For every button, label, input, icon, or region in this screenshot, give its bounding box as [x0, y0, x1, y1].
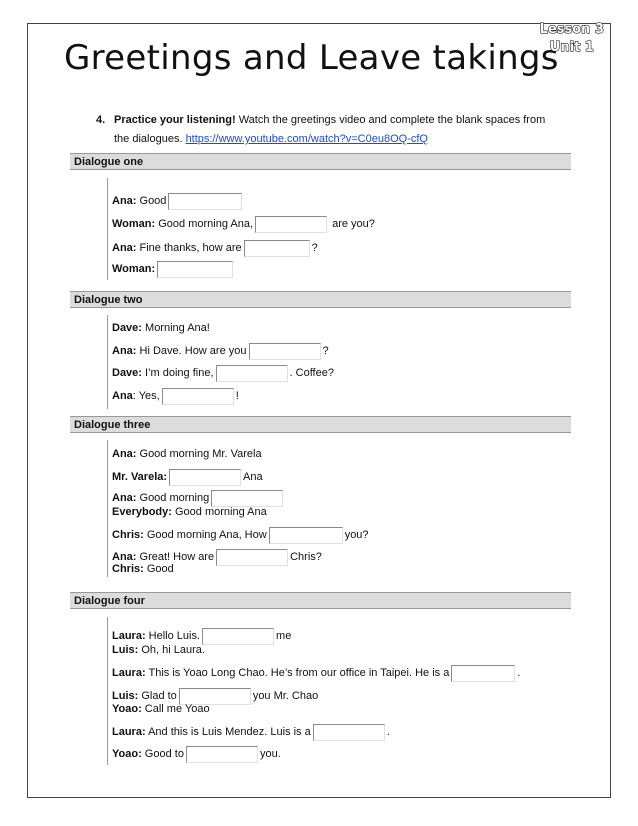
line-text: Glad to	[138, 690, 177, 702]
blank-input[interactable]	[202, 628, 274, 645]
dialogue-line	[112, 724, 390, 741]
blank-input[interactable]	[451, 665, 515, 682]
speaker: Dave:	[112, 322, 142, 334]
speaker: Yoao:	[112, 703, 142, 715]
speaker: Yoao:	[112, 748, 142, 760]
line-text: Hello Luis.	[145, 630, 201, 642]
line-text: Good	[143, 563, 174, 575]
speaker: Laura:	[112, 726, 146, 738]
blank-input[interactable]	[216, 365, 288, 382]
speaker: Mr. Varela:	[112, 471, 168, 483]
unit-label: Unit 1	[549, 40, 594, 55]
line-text: Good morning	[136, 492, 210, 504]
speaker: Woman:	[112, 263, 156, 275]
dialogue-four-heading: Dialogue four	[70, 592, 571, 609]
blank-input[interactable]	[186, 746, 258, 763]
instruction-number: 4.	[96, 114, 106, 126]
speaker: Laura:	[112, 667, 146, 679]
line-text: And this is Luis Mendez. Luis is a	[145, 726, 311, 738]
page-title: Greetings and Leave takings	[64, 38, 559, 78]
dialogue-line	[112, 343, 329, 360]
dialogue-two-heading: Dialogue two	[70, 291, 571, 308]
line-text: ?	[322, 345, 329, 357]
line-text: Good morning Ana, How	[143, 529, 267, 541]
dialogue-line	[112, 240, 318, 257]
speaker: Luis:	[112, 690, 139, 702]
lesson-badge	[540, 21, 604, 57]
line-text: Good morning Ana,	[155, 218, 254, 230]
blank-input[interactable]	[216, 549, 288, 566]
speaker: Laura:	[112, 630, 146, 642]
blank-input[interactable]	[244, 240, 310, 257]
lesson-label: Lesson 3	[539, 22, 604, 37]
dialogue-one-heading: Dialogue one	[70, 153, 571, 170]
line-text: Fine thanks, how are	[136, 242, 242, 254]
dialogue-two-rule	[107, 315, 108, 409]
line-text: .	[517, 667, 521, 679]
dialogue-line	[112, 216, 375, 233]
speaker: Chris:	[112, 529, 144, 541]
speaker: Ana	[112, 390, 133, 402]
line-text: Call me Yoao	[141, 703, 210, 715]
line-text: I’m doing fine,	[141, 367, 214, 379]
dialogue-line	[112, 702, 210, 716]
line-text: Good	[136, 195, 167, 207]
dialogue-line	[112, 388, 239, 405]
speaker: Woman:	[112, 218, 156, 230]
speaker: Ana:	[112, 345, 137, 357]
line-text: you Mr. Chao	[252, 690, 319, 702]
line-text: ?	[311, 242, 318, 254]
line-text: This is Yoao Long Chao. He’s from our office in Taipei. He is a	[145, 667, 450, 679]
dialogue-one-rule	[107, 178, 108, 280]
dialogue-line	[112, 447, 262, 461]
speaker: Everybody:	[112, 506, 172, 518]
line-text: Good morning Ana	[171, 506, 267, 518]
blank-input[interactable]	[168, 193, 242, 210]
line-text: !	[235, 390, 239, 402]
video-link[interactable]: https://www.youtube.com/watch?v=C0eu8OQ-cfQ	[185, 133, 428, 145]
line-text: me	[276, 630, 292, 642]
dialogue-three-rule	[107, 440, 108, 577]
line-text: are you?	[329, 218, 375, 230]
blank-input[interactable]	[269, 527, 343, 544]
dialogue-line	[112, 527, 369, 544]
dialogue-line	[112, 321, 210, 335]
line-text: you.	[259, 748, 281, 760]
blank-input[interactable]	[313, 724, 385, 741]
speaker: Luis:	[112, 644, 139, 656]
dialogue-line	[112, 193, 244, 210]
line-text: Morning Ana!	[141, 322, 210, 334]
dialogue-line	[112, 643, 205, 657]
instruction-text: Watch the greetings video and complete the blank spaces from the dialogues.	[114, 114, 546, 145]
blank-input[interactable]	[169, 469, 241, 486]
line-text: Oh, hi Laura.	[138, 644, 205, 656]
blank-input[interactable]	[255, 216, 327, 233]
blank-input[interactable]	[162, 388, 234, 405]
speaker: Ana:	[112, 195, 137, 207]
speaker: Ana:	[112, 492, 137, 504]
dialogue-line	[112, 746, 281, 763]
dialogue-line	[112, 469, 263, 486]
speaker: Dave:	[112, 367, 142, 379]
blank-input[interactable]	[249, 343, 321, 360]
line-text: Great! How are	[136, 551, 215, 563]
dialogue-line	[112, 261, 235, 278]
line-text: .	[386, 726, 390, 738]
instruction	[96, 111, 556, 149]
line-text: Chris?	[290, 551, 322, 563]
line-text: . Coffee?	[289, 367, 334, 379]
speaker: Ana:	[112, 242, 137, 254]
line-text: Hi Dave. How are you	[136, 345, 247, 357]
speaker: Ana:	[112, 448, 137, 460]
dialogue-three-heading: Dialogue three	[70, 416, 571, 433]
dialogue-line	[112, 562, 174, 576]
line-text: Good morning Mr. Varela	[136, 448, 262, 460]
line-text: Ana	[243, 471, 263, 483]
dialogue-line	[112, 505, 267, 519]
speaker: Ana:	[112, 551, 137, 563]
instruction-lead: Practice your listening!	[114, 114, 236, 126]
blank-input[interactable]	[157, 261, 233, 278]
line-text: you?	[344, 529, 369, 541]
dialogue-four-rule	[107, 617, 108, 765]
dialogue-line	[112, 665, 520, 682]
dialogue-line	[112, 365, 334, 382]
line-text: : Yes,	[132, 390, 160, 402]
speaker: Chris:	[112, 563, 144, 575]
line-text: Good to	[141, 748, 184, 760]
